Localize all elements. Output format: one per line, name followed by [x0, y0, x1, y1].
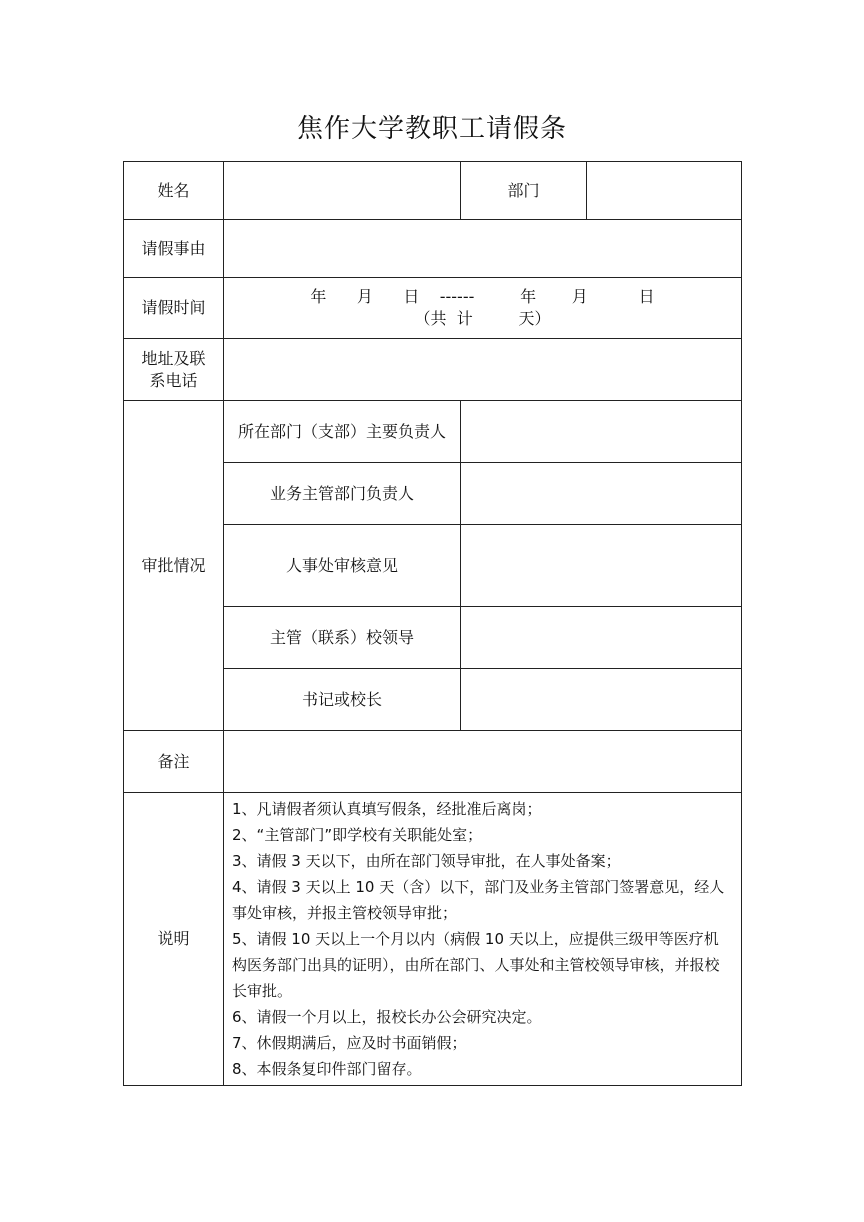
approval-hr-label: 人事处审核意见: [224, 525, 461, 607]
approval-business-head-label: 业务主管部门负责人: [224, 463, 461, 525]
name-label: 姓名: [124, 162, 224, 220]
remark-label: 备注: [124, 731, 224, 793]
total-days-line: （共 计 天）: [414, 309, 551, 328]
note-item: 7、休假期满后，应及时书面销假；: [232, 1034, 467, 1052]
dept-label: 部门: [461, 162, 587, 220]
approval-hr-field[interactable]: [461, 525, 742, 607]
approval-dept-head-label: 所在部门（支部）主要负责人: [224, 401, 461, 463]
approval-business-head-field[interactable]: [461, 463, 742, 525]
note-item: 6、请假一个月以上，报校长办公会研究决定。: [232, 1008, 542, 1026]
name-field[interactable]: [224, 162, 461, 220]
note-item: 1、凡请假者须认真填写假条，经批准后离岗；: [232, 800, 542, 818]
remark-field[interactable]: [224, 731, 742, 793]
page-title: 焦作大学教职工请假条: [296, 114, 567, 144]
approval-school-leader-field[interactable]: [461, 607, 742, 669]
address-label: 地址及联系电话: [124, 339, 224, 401]
approval-school-leader-label: 主管（联系）校领导: [224, 607, 461, 669]
dept-field[interactable]: [587, 162, 742, 220]
note-item: 3、请假 3 天以下，由所在部门领导审批，在人事处备案；: [232, 852, 621, 870]
note-item: 5、请假 10 天以上一个月以内（病假 10 天以上，应提供三级甲等医疗机构医务部门出具的证明），由所在部门、人事处和主管校领导审核，并报校长审批。: [232, 930, 720, 1000]
note-item: 8、本假条复印件部门留存。: [232, 1060, 422, 1078]
approval-label: 审批情况: [124, 401, 224, 731]
time-label: 请假时间: [124, 278, 224, 339]
approval-president-field[interactable]: [461, 669, 742, 731]
notes-label: 说明: [124, 793, 224, 1086]
time-field[interactable]: [224, 278, 742, 339]
reason-field[interactable]: [224, 220, 742, 278]
notes-content: [224, 793, 742, 1086]
note-item: 4、请假 3 天以上 10 天（含）以下，部门及业务主管部门签署意见，经人事处审核，并报主管校领导审批；: [232, 878, 725, 922]
note-item: 2、“主管部门”即学校有关职能处室；: [232, 826, 483, 844]
date-range-line: 年 月 日 ------ 年 月 日: [310, 287, 655, 306]
leave-form-table: [123, 161, 742, 1086]
reason-label: 请假事由: [124, 220, 224, 278]
approval-dept-head-field[interactable]: [461, 401, 742, 463]
address-field[interactable]: [224, 339, 742, 401]
approval-president-label: 书记或校长: [224, 669, 461, 731]
